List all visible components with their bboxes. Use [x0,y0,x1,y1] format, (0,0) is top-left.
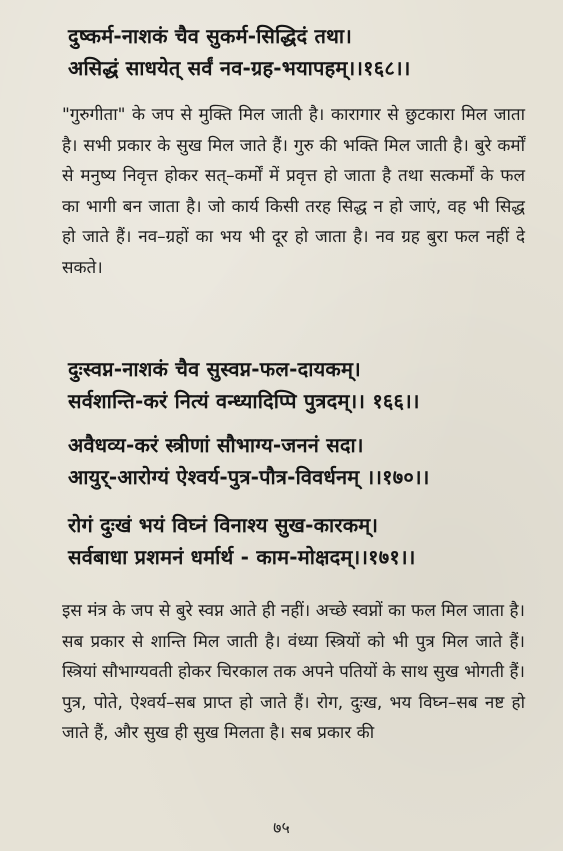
verse-168 [68,20,533,84]
verse-line: दुःस्वप्न-नाशकं चैव सुस्वप्न-फल-दायकम्। [68,357,361,381]
verse-line: असिद्धं साधयेत् सर्वं नव-ग्रह-भयापहम्।।१६८।। [68,56,411,80]
page-number: ७५ [273,818,290,837]
verse-170 [68,429,533,493]
verse-line: अवैधव्य-करं स्त्रीणां सौभाग्य-जननं सदा। [68,433,364,457]
verse-line: आयुर्-आरोग्यं ऐश्वर्य-पुत्र-पौत्र-विवर्धनम् ।।१७०।। [68,465,430,489]
verse-171 [68,509,533,573]
commentary-paragraph-2: इस मंत्र के जप से बुरे स्वप्न आते ही नहीं। अच्छे स्वप्नों का फल मिल जाता है। सब प्रकार से शान्ति मिल जाती है। वंध्या स्त्रियों को भी पुत्र मिल जाते हैं। स्त्रियां सौभाग्यवती होकर चिरकाल तक अपने पतियों के साथ सुख भोगती हैं। पुत्र, पोते, ऐश्वर्य–सब प्राप्त हो जाते हैं। रोग, दुःख, भय विघ्न–सब नष्ट हो जाते हैं, और सुख ही सुख मिलता है। सब प्रकार की [62,601,525,743]
verse-line: दुष्कर्म-नाशकं चैव सुकर्म-सिद्धिदं तथा। [68,24,353,48]
verse-line: सर्वशान्ति-करं नित्यं वन्ध्यादिप्पि पुत्रदम्।। १६६।। [68,389,420,413]
verse-169 [68,353,533,417]
commentary-paragraph-1: "गुरुगीता" के जप से मुक्ति मिल जाती है। कारागार से छुटकारा मिल जाता है। सभी प्रकार के सुख मिल जाते हैं। गुरु की भक्ति मिल जाती है। बुरे कर्मों से मनुष्य निवृत्त होकर सत्–कर्मों में प्रवृत्त हो जाता है तथा सत्कर्मों के फल का भागी बन जाता है। जो कार्य किसी तरह सिद्ध न हो जाएं, वह भी सिद्ध हो जाते हैं। नव–ग्रहों का भय भी दूर हो जाता है। नव ग्रह बुरा फल नहीं दे सकते। [62,105,525,278]
verse-line: सर्वबाधा प्रशमनं धर्मार्थ - काम-मोक्षदम्।।१७१।। [68,545,416,569]
verse-line: रोगं दुःखं भयं विघ्नं विनाश्य सुख-कारकम्। [68,513,379,537]
